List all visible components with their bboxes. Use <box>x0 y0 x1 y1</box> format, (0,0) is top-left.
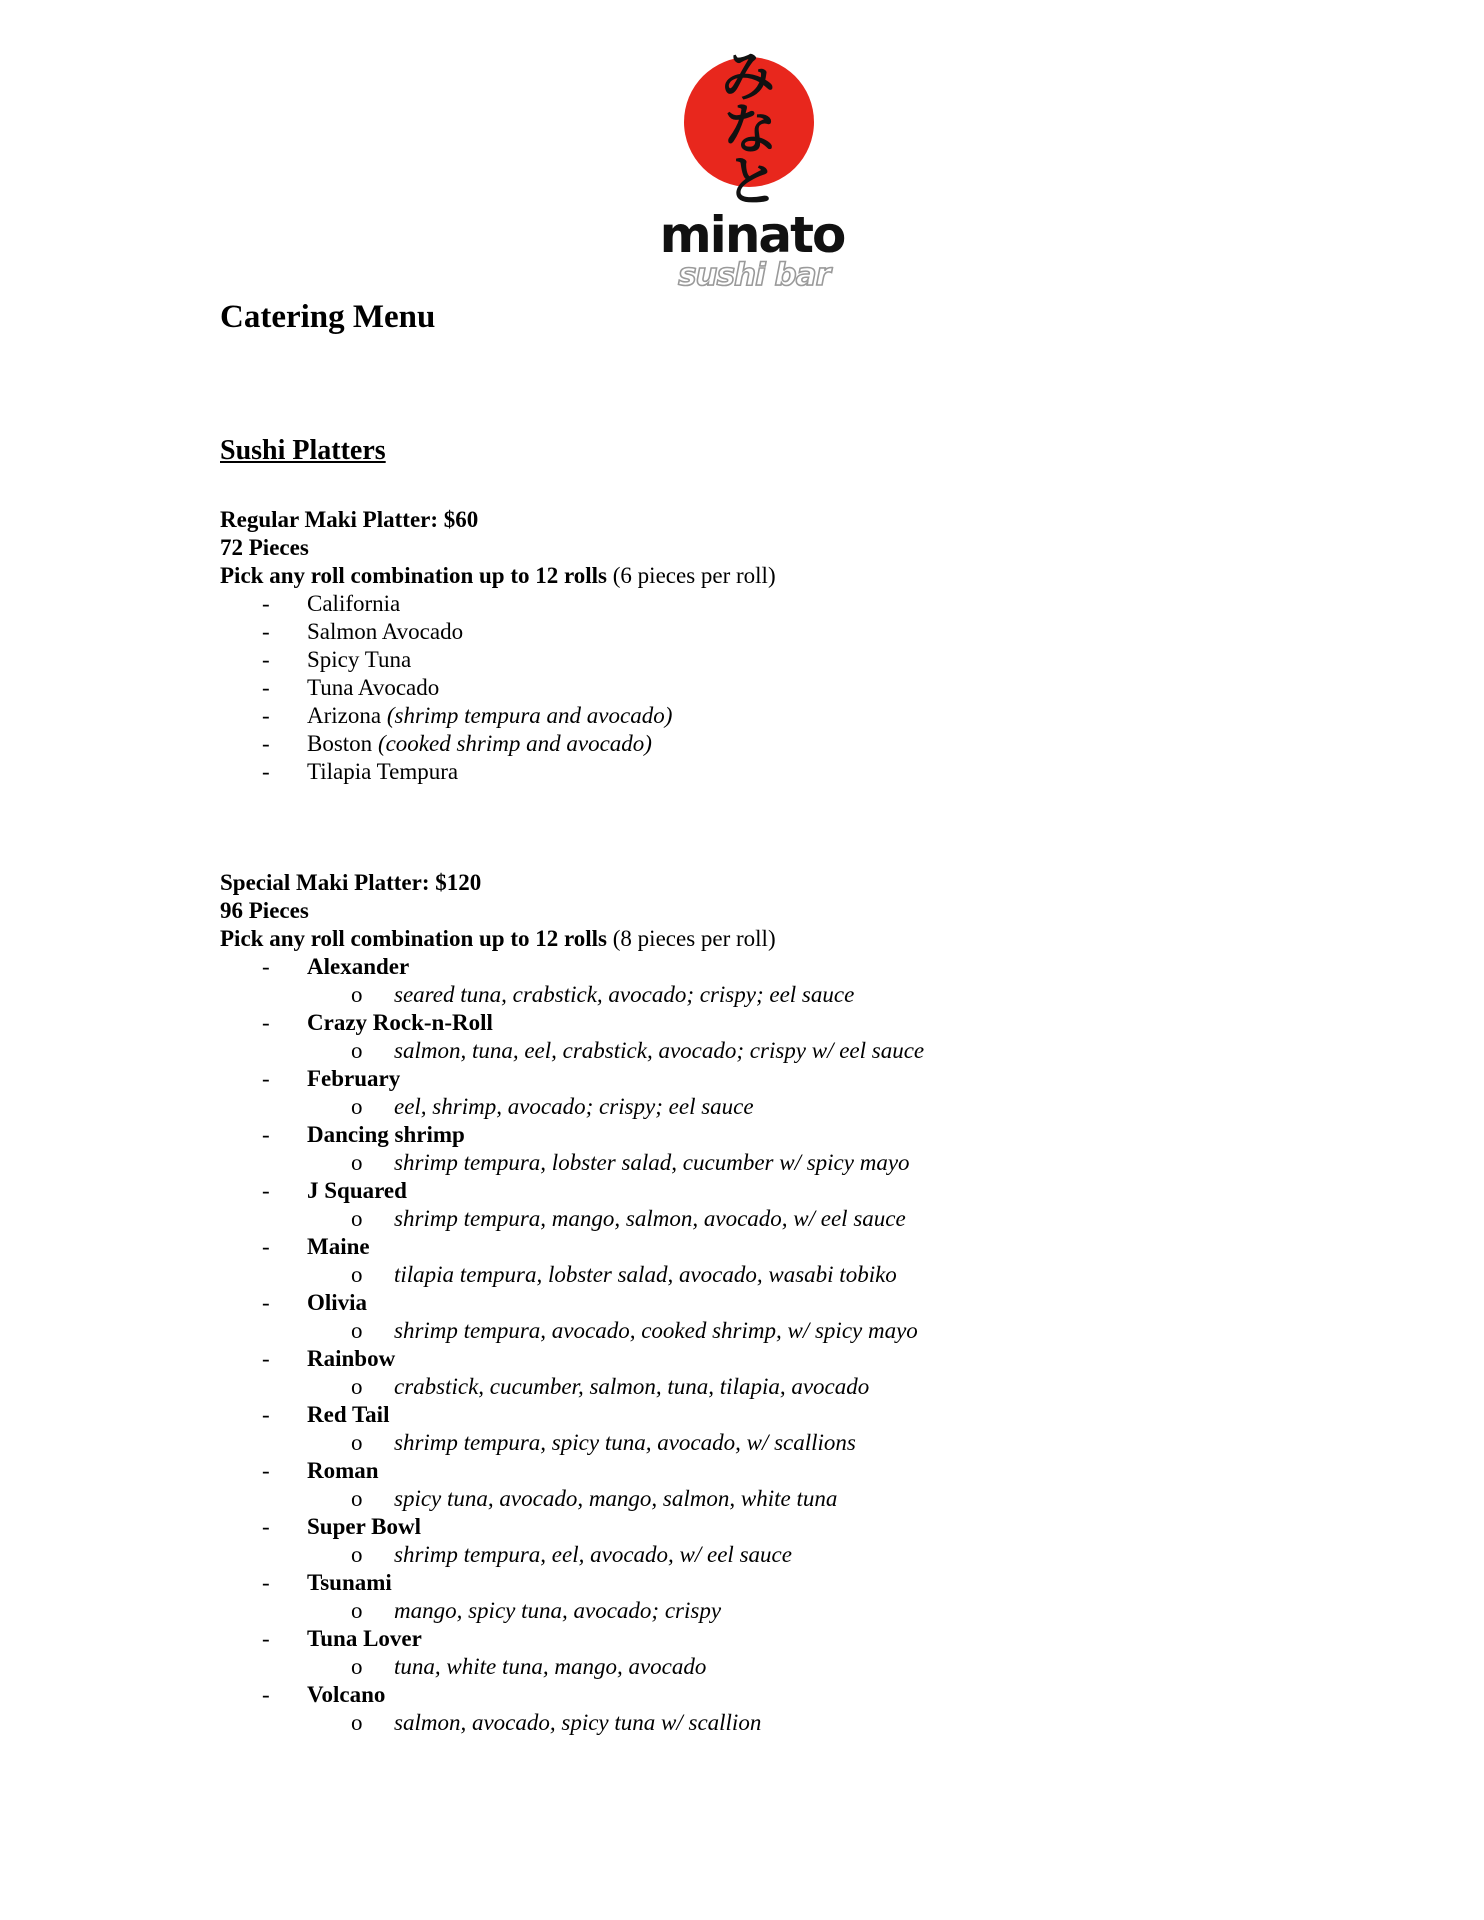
roll-description <box>220 1261 1320 1289</box>
list-item <box>220 674 1320 702</box>
circle-bullet: o <box>351 1150 363 1175</box>
platter-title: Special Maki Platter: $120 <box>220 870 482 895</box>
dash-marker: - <box>262 1066 270 1091</box>
section-title-sushi-platters: Sushi Platters <box>220 435 386 466</box>
roll-desc-text: mango, spicy tuna, avocado; crispy <box>394 1598 722 1623</box>
roll-description <box>220 1485 1320 1513</box>
circle-bullet: o <box>351 1430 363 1455</box>
dash-marker: - <box>262 1626 270 1651</box>
platter-pick-line <box>220 562 1320 590</box>
dash-marker: - <box>262 1682 270 1707</box>
list-item <box>220 1681 1320 1709</box>
pick-text: Pick any roll combination up to 12 rolls <box>220 926 608 951</box>
logo-kana-3: と <box>725 150 779 213</box>
roll-description <box>220 1373 1320 1401</box>
logo-kana-2: な <box>723 98 777 161</box>
circle-bullet: o <box>351 1654 363 1679</box>
roll-note: (shrimp tempura and avocado) <box>386 703 673 728</box>
roll-desc-text: crabstick, cucumber, salmon, tuna, tilapia, avocado <box>394 1374 870 1399</box>
platter-pieces: 72 Pieces <box>220 535 309 560</box>
platter-pieces: 96 Pieces <box>220 898 309 923</box>
list-item <box>220 1625 1320 1653</box>
dash-marker: - <box>262 1290 270 1315</box>
circle-bullet: o <box>351 1486 363 1511</box>
roll-name: Rainbow <box>307 1346 396 1371</box>
pick-note: (8 pieces per roll) <box>607 926 776 951</box>
roll-desc-text: shrimp tempura, avocado, cooked shrimp, w/ spicy mayo <box>394 1318 918 1343</box>
roll-name: Tsunami <box>307 1570 392 1595</box>
list-item <box>220 646 1320 674</box>
roll-desc-text: seared tuna, crabstick, avocado; crispy; eel sauce <box>394 982 855 1007</box>
circle-bullet: o <box>351 1262 363 1287</box>
roll-name: Crazy Rock-n-Roll <box>307 1010 493 1035</box>
dash-marker: - <box>262 731 270 756</box>
roll-name: Boston <box>307 731 378 756</box>
roll-description <box>220 981 1320 1009</box>
dash-marker: - <box>262 1178 270 1203</box>
roll-desc-text: eel, shrimp, avocado; crispy; eel sauce <box>394 1094 754 1119</box>
roll-desc-text: tilapia tempura, lobster salad, avocado, wasabi tobiko <box>394 1262 897 1287</box>
logo-wordmark: minato <box>659 206 845 264</box>
roll-name: Tilapia Tempura <box>307 759 459 784</box>
roll-name: Olivia <box>307 1290 368 1315</box>
special-roll-list <box>220 953 1320 1737</box>
dash-marker: - <box>262 703 270 728</box>
list-item <box>220 1121 1320 1149</box>
roll-desc-text: shrimp tempura, spicy tuna, avocado, w/ scallions <box>394 1430 856 1455</box>
roll-desc-text: shrimp tempura, eel, avocado, w/ eel sauce <box>394 1542 792 1567</box>
roll-name: Volcano <box>307 1682 386 1707</box>
list-item <box>220 1345 1320 1373</box>
circle-bullet: o <box>351 1598 363 1623</box>
special-maki-platter <box>220 869 1320 1737</box>
dash-marker: - <box>262 591 270 616</box>
circle-bullet: o <box>351 982 363 1007</box>
list-item <box>220 1177 1320 1205</box>
roll-name: J Squared <box>307 1178 407 1203</box>
dash-marker: - <box>262 1458 270 1483</box>
list-item <box>220 618 1320 646</box>
roll-desc-text: spicy tuna, avocado, mango, salmon, white tuna <box>394 1486 838 1511</box>
roll-description <box>220 1149 1320 1177</box>
pick-text: Pick any roll combination up to 12 rolls <box>220 563 608 588</box>
roll-desc-text: salmon, avocado, spicy tuna w/ scallion <box>394 1710 762 1735</box>
dash-marker: - <box>262 954 270 979</box>
roll-desc-text: tuna, white tuna, mango, avocado <box>394 1654 707 1679</box>
dash-marker: - <box>262 647 270 672</box>
circle-bullet: o <box>351 1206 363 1231</box>
list-item <box>220 1009 1320 1037</box>
roll-name: California <box>307 591 401 616</box>
regular-roll-list <box>220 590 1320 786</box>
circle-bullet: o <box>351 1318 363 1343</box>
circle-bullet: o <box>351 1094 363 1119</box>
roll-name: Maine <box>307 1234 370 1259</box>
roll-description <box>220 1429 1320 1457</box>
roll-name: Salmon Avocado <box>307 619 464 644</box>
list-item <box>220 1401 1320 1429</box>
roll-desc-text: shrimp tempura, lobster salad, cucumber w/ spicy mayo <box>394 1150 910 1175</box>
list-item <box>220 953 1320 981</box>
roll-desc-text: salmon, tuna, eel, crabstick, avocado; crispy w/ eel sauce <box>394 1038 925 1063</box>
list-item <box>220 1065 1320 1093</box>
roll-description <box>220 1597 1320 1625</box>
circle-bullet: o <box>351 1038 363 1063</box>
roll-name: Tuna Avocado <box>307 675 440 700</box>
dash-marker: - <box>262 619 270 644</box>
circle-bullet: o <box>351 1374 363 1399</box>
dash-marker: - <box>262 1402 270 1427</box>
page-title: Catering Menu <box>220 299 436 335</box>
roll-note: (cooked shrimp and avocado) <box>377 731 652 756</box>
roll-name: Tuna Lover <box>307 1626 422 1651</box>
dash-marker: - <box>262 1122 270 1147</box>
list-item <box>220 702 1320 730</box>
dash-marker: - <box>262 1010 270 1035</box>
circle-bullet: o <box>351 1710 363 1735</box>
roll-name: Spicy Tuna <box>307 647 412 672</box>
dash-marker: - <box>262 675 270 700</box>
logo-graphic <box>655 30 850 295</box>
list-item <box>220 1513 1320 1541</box>
dash-marker: - <box>262 1514 270 1539</box>
platter-title: Regular Maki Platter: $60 <box>220 507 479 532</box>
roll-name: February <box>307 1066 401 1091</box>
roll-description <box>220 1317 1320 1345</box>
roll-name: Roman <box>307 1458 379 1483</box>
list-item <box>220 758 1320 786</box>
roll-description <box>220 1205 1320 1233</box>
roll-desc-text: shrimp tempura, mango, salmon, avocado, w/ eel sauce <box>394 1206 906 1231</box>
list-item <box>220 730 1320 758</box>
roll-description <box>220 1037 1320 1065</box>
roll-description <box>220 1653 1320 1681</box>
list-item <box>220 1457 1320 1485</box>
pick-note: (6 pieces per roll) <box>607 563 776 588</box>
list-item <box>220 1233 1320 1261</box>
roll-description <box>220 1541 1320 1569</box>
circle-bullet: o <box>351 1542 363 1567</box>
logo-tagline: sushi bar <box>678 257 830 293</box>
roll-name: Red Tail <box>307 1402 390 1427</box>
roll-name: Arizona <box>307 703 387 728</box>
regular-maki-platter <box>220 506 1320 786</box>
roll-name: Super Bowl <box>307 1514 421 1539</box>
dash-marker: - <box>262 1234 270 1259</box>
roll-name: Alexander <box>307 954 410 979</box>
platter-pick-line <box>220 925 1320 953</box>
dash-marker: - <box>262 759 270 784</box>
list-item <box>220 1569 1320 1597</box>
dash-marker: - <box>262 1346 270 1371</box>
roll-description <box>220 1093 1320 1121</box>
minato-logo <box>655 30 850 295</box>
roll-description <box>220 1709 1320 1737</box>
list-item <box>220 1289 1320 1317</box>
dash-marker: - <box>262 1570 270 1595</box>
logo-kana-1: み <box>721 45 775 108</box>
roll-name: Dancing shrimp <box>307 1122 465 1147</box>
list-item <box>220 590 1320 618</box>
